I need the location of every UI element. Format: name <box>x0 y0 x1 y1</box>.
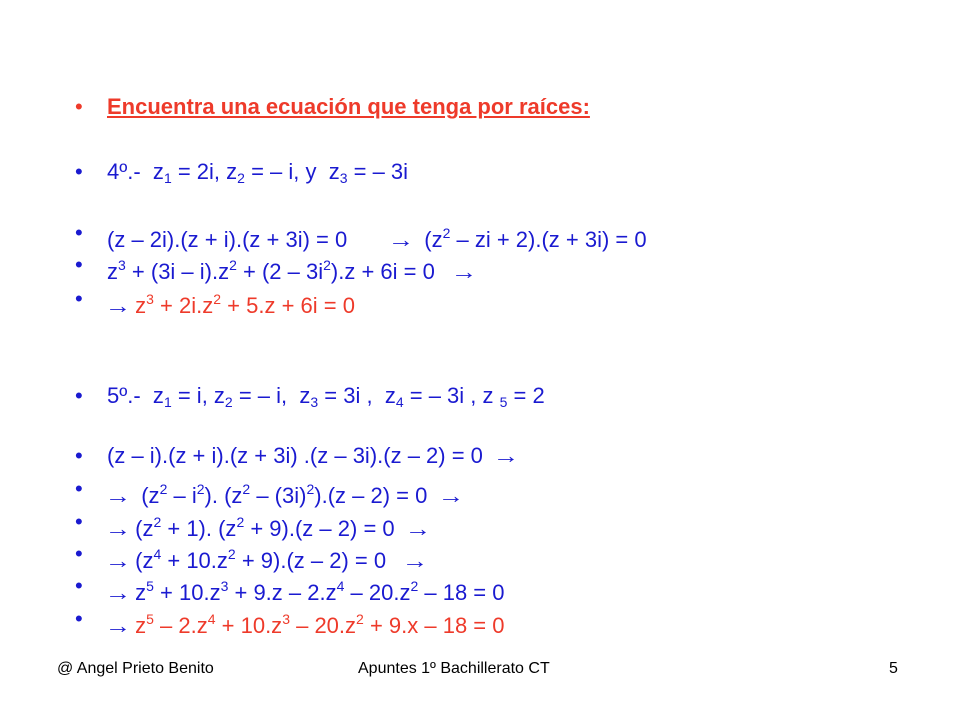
math-line: → $(z^4 + 10.z^2 + 9).(z - 2) = 0$ → <box>107 539 426 576</box>
slide-title: Encuentra una ecuación que tenga por raíces: <box>107 94 590 119</box>
bullet: • <box>75 383 83 408</box>
math-line: → $z^5 + 10.z^3 + 9.z - 2.z^4 - 20.z^2 - 18 = 0$ <box>107 571 505 608</box>
bullet: • <box>75 573 83 598</box>
arrow-icon: → <box>451 259 478 284</box>
math-line: → $z^3 + 2i.z^2 + 5.z + 6i = 0$ <box>107 284 355 321</box>
arrow-icon: → <box>104 548 132 573</box>
arrow-icon: → <box>104 613 132 638</box>
math-line: → $(z^2 - i^2)$. $(z^2 - (3i)^2).(z - 2) = 0$ → <box>107 474 462 511</box>
bullet: • <box>75 509 83 534</box>
footer-course: Apuntes 1º Bachillerato CT <box>358 660 550 677</box>
math-line: 5º.- $z_1 = i$, $z_2$ = – i, $z_3 = 3i$ , $z_4$ = – 3i , z $_5$ = 2 <box>107 383 545 410</box>
math-line: (z – 2i).(z + i).(z + 3i) = 0 → ($z^2$ – zi + 2).(z + 3i) = 0 <box>107 218 647 255</box>
arrow-icon: → <box>104 516 132 541</box>
bullet: • <box>75 541 83 566</box>
bullet: • <box>75 159 83 184</box>
arrow-icon: → <box>104 580 132 605</box>
bullet: • <box>75 286 83 311</box>
bullet: • <box>75 220 83 245</box>
math-line: → $z^5 - 2.z^4 + 10.z^3 - 20.z^2 + 9.x - 18 = 0$ <box>107 604 505 641</box>
arrow-icon: → <box>402 548 429 573</box>
bullet: • <box>75 94 83 119</box>
arrow-icon: → <box>387 227 415 252</box>
math-line: → $(z^2 + 1)$. $(z^2 + 9).(z - 2) = 0$ → <box>107 507 429 544</box>
bullet: • <box>75 252 83 277</box>
arrow-icon: → <box>104 483 132 508</box>
bullet: • <box>75 443 83 468</box>
arrow-icon: → <box>437 483 464 508</box>
footer-author: @ Angel Prieto Benito <box>57 660 214 677</box>
bullet: • <box>75 476 83 501</box>
math-line: 4º.- $z_1 = 2i$, $z_2$ = – i, y $z_3$ = – 3i <box>107 159 409 186</box>
math-line: $z^3 + (3i - i).z^2 + (2 - 3i^2).z + 6i = 0$ → <box>107 250 475 287</box>
footer-page-number: 5 <box>889 660 898 677</box>
math-line: (z – i).(z + i).(z + 3i) .(z – 3i).(z – 2) = 0 → <box>107 441 517 471</box>
arrow-icon: → <box>492 443 520 468</box>
bullet: • <box>75 606 83 631</box>
arrow-icon: → <box>104 293 132 318</box>
arrow-icon: → <box>404 516 432 541</box>
